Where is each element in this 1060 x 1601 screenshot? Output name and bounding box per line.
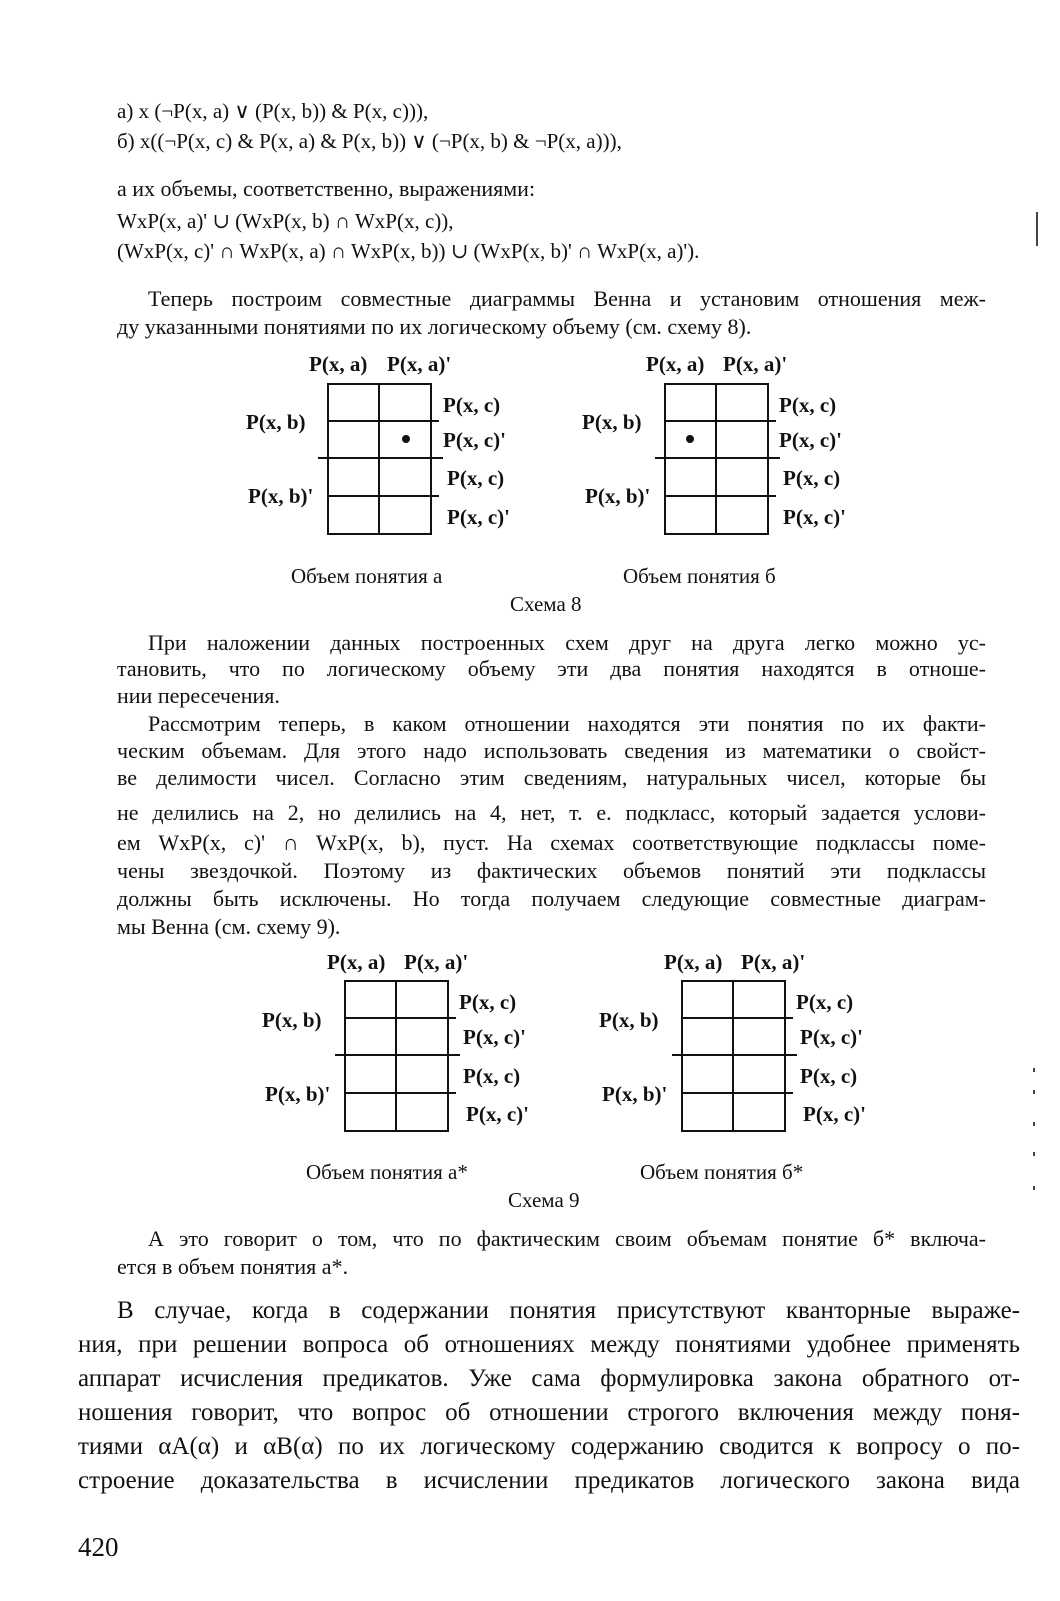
label-pc-2: P(x, c) [463, 1064, 521, 1088]
para4-line2: ется в объем понятия а*. [117, 1254, 349, 1279]
label-pc-neg-1: P(x, c)' [443, 428, 506, 452]
label-pb-neg: P(x, b)' [248, 484, 314, 508]
para3-line4: не делились на 2, но делились на 4, нет, т. е. подкласс, который задается услови- [117, 800, 986, 825]
para3-line2: ческим объемам. Для этого надо использовать сведения из математики о свойст- [117, 738, 986, 763]
scheme8-caption-b: Объем понятия б [623, 564, 776, 588]
para5-line1: В случае, когда в содержании понятия присутствуют кванторные выраже- [117, 1297, 1020, 1324]
scan-mark [1033, 1068, 1035, 1072]
label-pb-neg: P(x, b)' [265, 1082, 331, 1106]
para3-line7: должны быть исключены. Но тогда получаем следующие совместные диаграм- [117, 886, 986, 911]
para3-line5: ем WxP(x, c)' ∩ WxP(x, b), пуст. На схемах соответствующие подклассы поме- [117, 830, 986, 855]
scheme9-caption-b: Объем понятия б* [640, 1160, 804, 1184]
label-pb: P(x, b) [599, 1008, 659, 1032]
label-pb: P(x, b) [582, 410, 642, 434]
label-pb: P(x, b) [246, 410, 306, 434]
header-pa: P(x, a) [327, 950, 386, 974]
volume-a: WxP(x, a)' ∪ (WxP(x, b) ∩ WxP(x, c)), [117, 209, 454, 233]
venn-grid [335, 980, 460, 1132]
venn-grid [318, 383, 443, 535]
label-pc-neg-2: P(x, c)' [447, 505, 510, 529]
scan-mark [1036, 212, 1038, 246]
scan-mark [1033, 1090, 1035, 1094]
para5-line4: ношения говорит, что вопрос об отношении строгого включения между поня- [78, 1399, 1020, 1426]
para5-line2: ния, при решении вопроса об отношениях между понятиями удобнее применять [78, 1331, 1020, 1358]
label-pc-1: P(x, c) [796, 990, 854, 1014]
para3-line3: ве делимости чисел. Согласно этим сведениям, натуральных чисел, которые бы [117, 765, 986, 790]
para5-line6: строение доказательства в исчислении предикатов логического закона вида [78, 1467, 1020, 1494]
header-pa: P(x, a) [664, 950, 723, 974]
para5-line5: тиями αA(α) и αB(α) по их логическому содержанию сводится к вопросу о по- [78, 1433, 1020, 1460]
page-number: 420 [78, 1532, 119, 1562]
scheme9-caption-a: Объем понятия а* [306, 1160, 468, 1184]
para3-line6: чены звездочкой. Поэтому из фактических объемов понятий эти подклассы [117, 858, 986, 883]
volumes-intro: а их объемы, соответственно, выражениями: [117, 176, 536, 201]
para2-line3: нии пересечения. [117, 683, 280, 708]
para4-line1: А это говорит о том, что по фактическим своим объемам понятие б* включа- [148, 1226, 986, 1251]
para1-line2: ду указанными понятиями по их логическому объему (см. схему 8). [117, 314, 752, 339]
label-pc-neg-2: P(x, c)' [803, 1102, 866, 1126]
para1-line1: Теперь построим совместные диаграммы Венна и установим отношения меж- [148, 286, 986, 311]
formula-b: б) x((¬P(x, c) & P(x, a) & P(x, b)) ∨ (¬P(x, b) & ¬P(x, a))), [117, 129, 622, 153]
formula-a: а) x (¬P(x, a) ∨ (P(x, b)) & P(x, c))), [117, 99, 429, 123]
scheme9-title: Схема 9 [508, 1188, 580, 1212]
label-pc-1: P(x, c) [779, 393, 837, 417]
label-pc-neg-1: P(x, c)' [463, 1025, 526, 1049]
header-pa: P(x, a) [309, 352, 368, 376]
header-pa-neg: P(x, a)' [387, 352, 452, 376]
label-pc-1: P(x, c) [443, 393, 501, 417]
scheme8-title: Схема 8 [510, 592, 582, 616]
volume-b: (WxP(x, c)' ∩ WxP(x, a) ∩ WxP(x, b)) ∪ (WxP(x, b)' ∩ WxP(x, a)'). [117, 239, 700, 263]
venn-grid [655, 383, 780, 535]
scheme8-caption-a: Объем понятия а [291, 564, 443, 588]
scan-mark [1033, 1122, 1035, 1126]
label-pb-neg: P(x, b)' [585, 484, 651, 508]
label-pc-neg-2: P(x, c)' [466, 1102, 529, 1126]
header-pa-neg: P(x, a)' [404, 950, 469, 974]
header-pa-neg: P(x, a)' [723, 352, 788, 376]
para3-line1: Рассмотрим теперь, в каком отношении находятся эти понятия по их факти- [148, 711, 986, 736]
venn-grid [672, 980, 797, 1132]
label-pc-2: P(x, c) [783, 466, 841, 490]
para2-line2: тановить, что по логическому объему эти два понятия находятся в отноше- [117, 656, 986, 681]
label-pc-1: P(x, c) [459, 990, 517, 1014]
scan-mark [1033, 1152, 1035, 1156]
para5-line3: аппарат исчисления предикатов. Уже сама формулировка закона обратного от- [78, 1365, 1020, 1392]
label-pc-2: P(x, c) [447, 466, 505, 490]
para2-line1: При наложении данных построенных схем друг на друга легко можно ус- [148, 630, 986, 655]
scan-mark [1033, 1186, 1035, 1190]
label-pb: P(x, b) [262, 1008, 322, 1032]
label-pb-neg: P(x, b)' [602, 1082, 668, 1106]
label-pc-neg-1: P(x, c)' [779, 428, 842, 452]
header-pa: P(x, a) [646, 352, 705, 376]
para3-line8: мы Венна (см. схему 9). [117, 914, 341, 939]
label-pc-2: P(x, c) [800, 1064, 858, 1088]
header-pa-neg: P(x, a)' [741, 950, 806, 974]
label-pc-neg-1: P(x, c)' [800, 1025, 863, 1049]
label-pc-neg-2: P(x, c)' [783, 505, 846, 529]
marker-dot [686, 435, 694, 443]
marker-dot [402, 435, 410, 443]
